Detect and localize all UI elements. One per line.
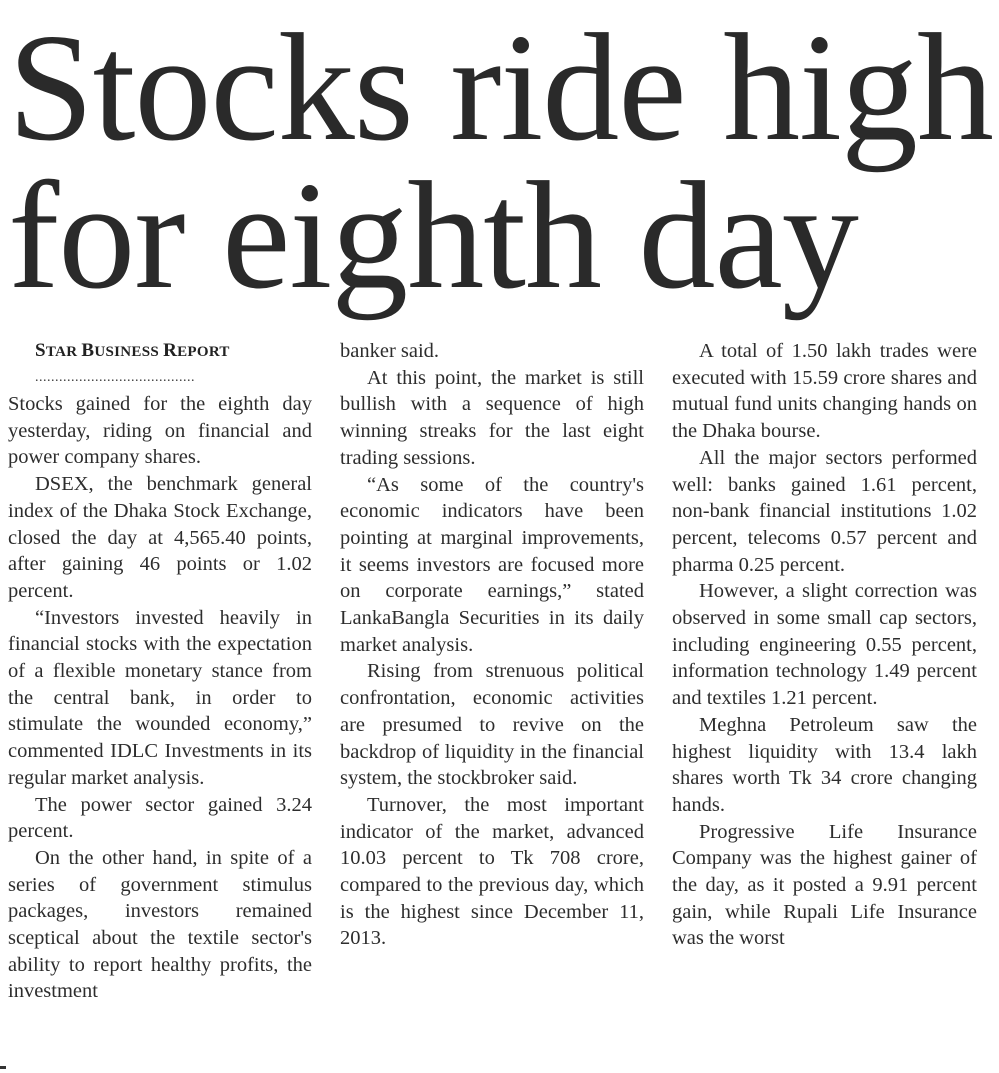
paragraph: banker said. [340,340,440,362]
byline-text: STAR BUSINESS REPORT [35,340,230,361]
paragraph: Progressive Life Insurance Company was the highest gainer of the day, as it posted a 9.91 percent gain, while Rupali Life Insurance was the worst [672,820,977,950]
article-column-2 [340,338,644,952]
paragraph: All the major sectors performed well: banks gained 1.61 percent, non-bank financial institutions 1.02 percent, telecoms 0.57 percent and pharma 0.25 percent. [672,446,977,576]
page-edge-mark [0,1066,6,1069]
paragraph: “As some of the country's economic indicators have been pointing at marginal improvements, it seems investors are focused more on corporate earnings,” stated LankaBangla Securities in its daily market analysis. [340,473,644,656]
paragraph: On the other hand, in spite of a series of government stimulus packages, investors remained sceptical about the textile sector's ability to report healthy profits, the investment [8,846,312,1003]
paragraph: The power sector gained 3.24 percent. [8,793,312,843]
byline-separator: ........................................ [35,370,195,385]
paragraph: “Investors invested heavily in financial stocks with the expectation of a flexible monetary stance from the central bank, in order to stimulate the wounded economy,” commented IDLC Investments in its regular market analysis. [8,606,312,789]
paragraph: Turnover, the most important indicator of the market, advanced 10.03 percent to Tk 708 crore, compared to the previous day, which is the highest since December 11, 2013. [340,793,644,950]
headline-line-1: Stocks ride high [8,3,993,173]
paragraph: DSEX, the benchmark general index of the Dhaka Stock Exchange, closed the day at 4,565.40 points, after gaining 46 points or 1.02 percent. [8,473,312,602]
headline-line-2: for eighth day [8,151,858,321]
paragraph: Meghna Petroleum saw the highest liquidity with 13.4 lakh shares worth Tk 34 crore changing hands. [672,713,977,816]
paragraph: However, a slight correction was observed in some small cap sectors, including engineering 0.55 percent, information technology 1.49 percent and textiles 1.21 percent. [672,580,977,710]
paragraph: At this point, the market is still bullish with a sequence of high winning streaks for the last eight trading sessions. [340,366,644,469]
headline [8,3,993,321]
paragraph: Stocks gained for the eighth day yesterday, riding on financial and power company shares. [8,393,312,469]
article-column-1 [8,338,312,1005]
article-column-3 [672,338,977,952]
paragraph: Rising from strenuous political confrontation, economic activities are presumed to revive on the backdrop of liquidity in the financial system, the stockbroker said. [340,660,644,790]
byline [8,338,312,365]
paragraph: A total of 1.50 lakh trades were executed with 15.59 crore shares and mutual fund units changing hands on the Dhaka bourse. [672,340,977,443]
